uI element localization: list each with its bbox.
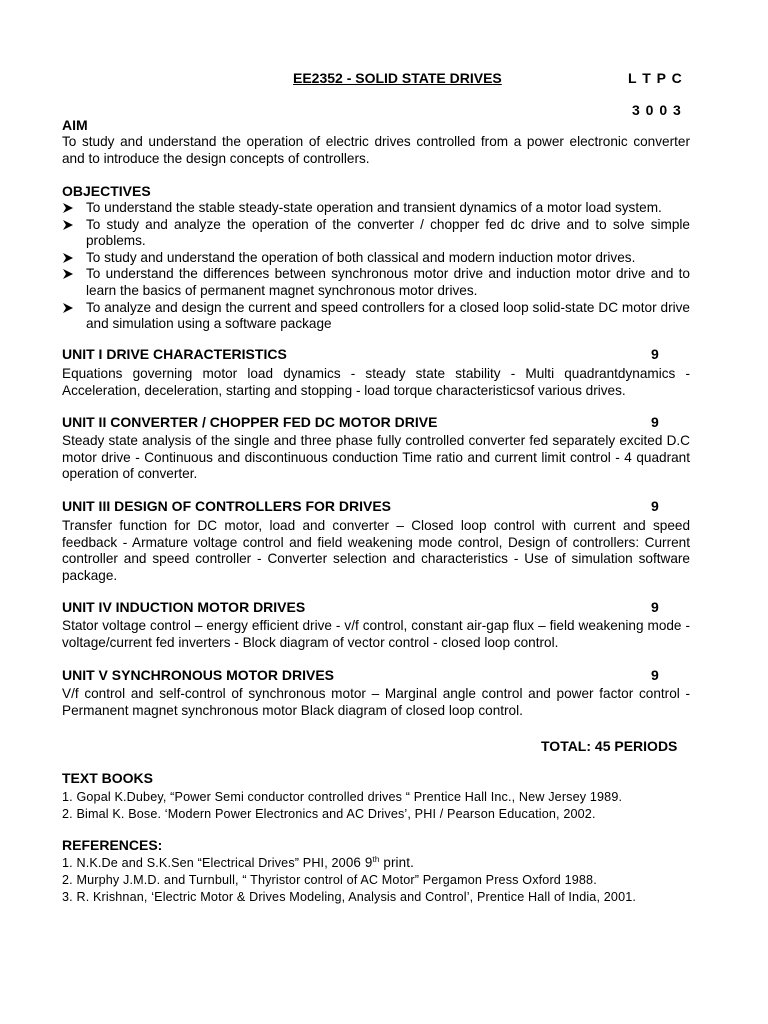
unit-hours: 9 [651,346,659,362]
unit-title: UNIT I DRIVE CHARACTERISTICS [62,346,287,362]
course-title: EE2352 - SOLID STATE DRIVES [293,70,502,86]
unit-1-text: Equations governing motor load dynamics - steady state stability - Multi quadrantdynamics - Acceleration, deceleration, starting and stopping - load torque characteristicsof various drives. [62,366,690,398]
arrow-bullet-icon [62,266,76,279]
reference-item: 2. Murphy J.M.D. and Turnbull, “ Thyristor control of AC Motor” Pergamon Press Oxford 1988. [62,873,597,887]
arrow-bullet-icon [62,200,76,213]
unit-title: UNIT V SYNCHRONOUS MOTOR DRIVES [62,667,334,683]
arrow-bullet-icon [62,300,76,313]
text-book-item: 2. Bimal K. Bose. ‘Modern Power Electronics and AC Drives’, PHI / Pearson Education, 2002. [62,807,596,821]
arrow-bullet-icon [62,250,76,263]
aim-heading: AIM [62,117,88,133]
total-periods: TOTAL: 45 PERIODS [541,738,678,754]
unit-title: UNIT II CONVERTER / CHOPPER FED DC MOTOR DRIVE [62,414,438,430]
text-book-item: 1. Gopal K.Dubey, “Power Semi conductor controlled drives “ Prentice Hall Inc., New Jersey 1989. [62,790,623,804]
unit-title: UNIT III DESIGN OF CONTROLLERS FOR DRIVES [62,498,392,514]
unit-hours: 9 [651,599,659,615]
reference-item: 1. N.K.De and S.K.Sen “Electrical Drives” PHI, 2006 9th print. [62,855,415,870]
reference-item: 3. R. Krishnan, ‘Electric Motor & Drives Modeling, Analysis and Control’, Prentice Hall of India, 2001. [62,890,637,904]
ltpc-label: L T P C [628,70,683,86]
document-page [62,0,690,1024]
unit-2-heading [62,414,690,431]
unit-hours: 9 [651,498,659,514]
references-heading: REFERENCES: [62,837,163,853]
unit-3-heading [62,498,690,515]
arrow-bullet-icon [62,217,76,230]
objective-item: To study and analyze the operation of the converter / chopper fed dc drive and to solve simple problems. [62,217,690,250]
unit-4-text: Stator voltage control – energy efficient drive - v/f control, constant air-gap flux – field weakening mode - voltage/current fed inverters - Block diagram of vector control - closed loop control. [62,618,690,650]
unit-title: UNIT IV INDUCTION MOTOR DRIVES [62,599,306,615]
objective-item: To understand the stable steady-state operation and transient dynamics of a motor load system. [62,200,690,217]
unit-5-text: V/f control and self-control of synchronous motor – Marginal angle control and power factor control - Permanent magnet synchronous motor Black diagram of closed loop control. [62,686,690,718]
unit-hours: 9 [651,667,659,683]
unit-3-text: Transfer function for DC motor, load and converter – Closed loop control with current and speed feedback - Armature voltage control and field weakening mode control, Design of controllers: Current controller and speed controller - Converter selection and characteristics - Use of simulation software package. [62,518,690,583]
unit-1-heading [62,346,690,363]
unit-2-text: Steady state analysis of the single and three phase fully controlled converter fed separately excited D.C motor drive - Continuous and discontinuous conduction Time ratio and current limit control - 4 quadrant operation of converter. [62,433,690,482]
unit-4-heading [62,599,690,616]
ltpc-values: 3 0 0 3 [632,102,682,118]
objective-item: To analyze and design the current and speed controllers for a closed loop solid-state DC motor drive and simulation using a software package [62,300,690,333]
aim-text: To study and understand the operation of electric drives controlled from a power electronic converter and to introduce the design concepts of controllers. [62,134,690,166]
objectives-list [62,200,690,333]
text-books-heading: TEXT BOOKS [62,770,154,786]
unit-5-heading [62,667,690,684]
objective-item: To understand the differences between synchronous motor drive and induction motor drive and to learn the basics of permanent magnet synchronous motor drives. [62,266,690,299]
objectives-heading: OBJECTIVES [62,183,151,199]
unit-hours: 9 [651,414,659,430]
objective-item: To study and understand the operation of both classical and modern induction motor drives. [62,250,690,267]
